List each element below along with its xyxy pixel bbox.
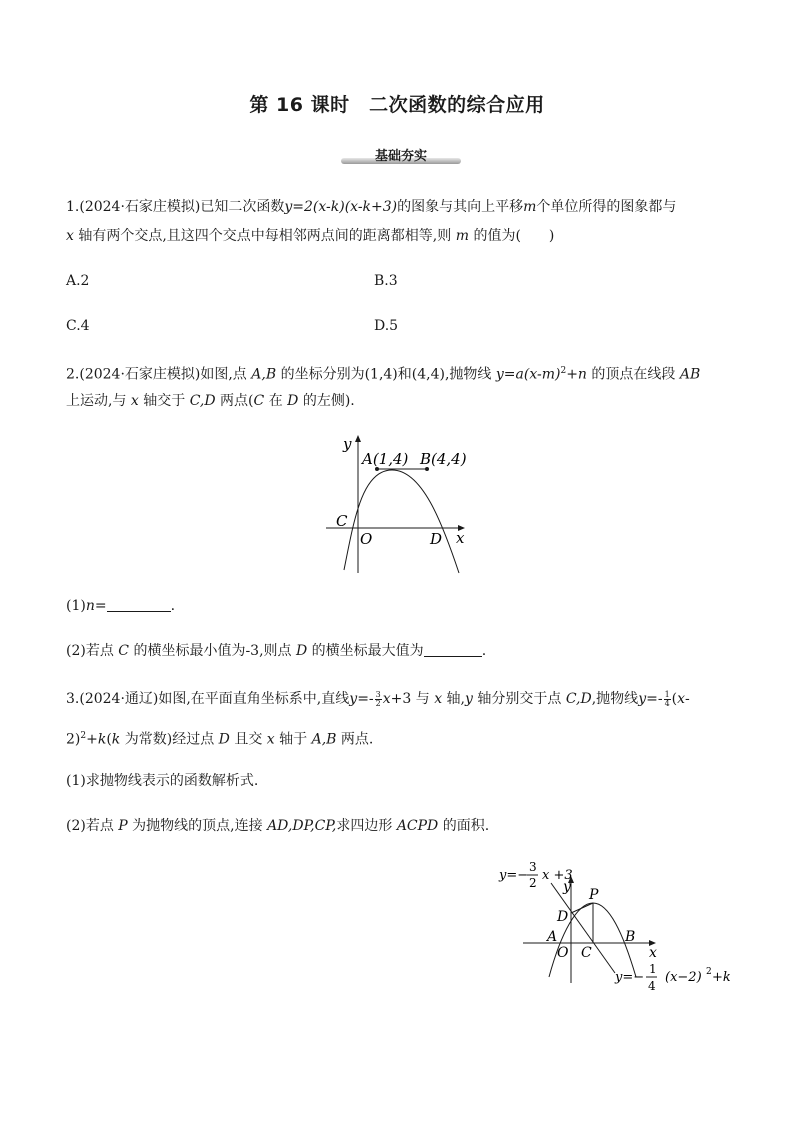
q3-parabola-label-num: 1 (649, 962, 657, 976)
section-badge (341, 146, 461, 164)
q1-option-c: C.4 (66, 318, 90, 334)
q2-label-c: C (336, 512, 348, 530)
q2-part1: (1)n= . (66, 598, 176, 614)
q3-label-c: C (581, 945, 592, 961)
q2-parabola (344, 470, 459, 573)
q3-part1: (1)求抛物线表示的函数解析式. (66, 773, 259, 789)
q1-option-b: B.3 (374, 273, 398, 289)
q2-part1-answer-blank[interactable] (107, 597, 171, 612)
q2-label-o: O (360, 530, 373, 548)
q3-label-y: y (563, 879, 571, 895)
q2-figure (322, 432, 482, 578)
q3-label-a: A (547, 929, 558, 945)
q3-segment-dp (571, 903, 593, 913)
q1-function: y=2(x-k)(x-k+3) (284, 199, 398, 215)
q2-part2-answer-blank[interactable] (424, 642, 482, 657)
q2-label-a: A(1,4) (362, 450, 409, 468)
q3-fraction-3-2: $\frac{3}{2}$ (375, 689, 381, 708)
q2-label-x: x (456, 529, 465, 547)
q3-line-label-num: 3 (529, 860, 537, 874)
q3-parabola-label-b: (x−2) (665, 970, 702, 985)
q2-label-d: D (430, 530, 443, 548)
q3-stem-line2: 2)$^2$+k(k 为常数)经过点 D 且交 x 轴于 A,B 两点. (66, 731, 374, 748)
q2-label-y: y (343, 435, 352, 453)
q3-part2: (2)若点 P 为抛物线的顶点,连接 AD,DP,CP,求四边形 ACPD 的面积. (66, 818, 490, 834)
q2-label-b: B(4,4) (420, 450, 467, 468)
section-badge-label: 基础夯实 (374, 149, 427, 164)
q3-line-label-den: 2 (529, 876, 537, 890)
q1-stem-line1: 1.(2024·石家庄模拟)已知二次函数y=2(x-k)(x-k+3)的图象与其向上平移m个单位所得的图象都与 (66, 199, 677, 215)
q2-part2: (2)若点 C 的横坐标最小值为-3,则点 D 的横坐标最大值为 . (66, 643, 487, 659)
q3-stem-line1: 3.(2024·通辽)如图,在平面直角坐标系中,直线y=- $\frac{3}{2}$ x+3 与 x 轴,y 轴分别交于点 C,D,抛物线y=- $\frac{1}{4}$ (x- (66, 689, 690, 708)
q3-parabola-label-sup: 2 (706, 967, 712, 977)
q3-figure (495, 855, 735, 1000)
q3-parabola-label-c: +k (712, 970, 731, 985)
q2-stem-line2: 上运动,与 x 轴交于 C,D 两点(C 在 D 的左侧). (66, 393, 355, 409)
q3-label-p: P (589, 887, 599, 903)
q3-label-b: B (625, 929, 636, 945)
q1-option-a: A.2 (66, 273, 90, 289)
q1-option-d: D.5 (374, 318, 399, 334)
q2-y-arrow (355, 435, 361, 442)
q3-parabola-label-a: y=− (615, 970, 645, 985)
q2-stem-line1: 2.(2024·石家庄模拟)如图,点 A,B 的坐标分别为(1,4)和(4,4),抛物线 $y=a(x-m)^2+n$ 的顶点在线段 AB (66, 366, 701, 383)
q3-fraction-1-4: $\frac{1}{4}$ (664, 689, 670, 708)
page-title: 第 16 课时 二次函数的综合应用 (249, 94, 545, 116)
q3-line-label-b: x +3 (542, 868, 573, 883)
q3-label-x: x (649, 945, 657, 961)
q3-label-d: D (557, 909, 569, 925)
q1-stem-line2: x 轴有两个交点,且这四个交点中每相邻两点间的距离都相等,则 m 的值为( ) (66, 228, 555, 244)
q3-label-o: O (557, 945, 569, 961)
q3-line-label-a: y=− (499, 868, 529, 883)
q3-parabola-label-den: 4 (648, 979, 656, 993)
